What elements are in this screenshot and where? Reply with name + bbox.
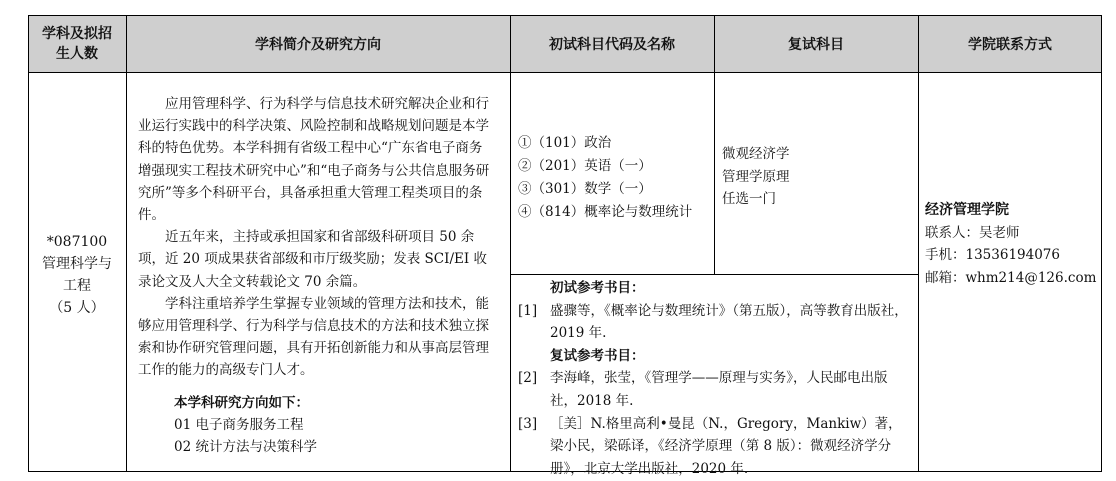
reference-item: [518, 300, 912, 345]
exam-subject-item: ①（101）政治: [518, 135, 612, 151]
exam-subject-item: ④（814）概率论与数理统计: [518, 204, 693, 220]
discipline-code: *087100: [46, 234, 108, 250]
discipline-name-line1: 管理科学与: [42, 256, 112, 272]
header-discipline-quota: [28, 15, 126, 72]
exam-subjects-cell: [518, 132, 714, 224]
reference-text: 李海峰，张莹，《管理学——原理与实务》，人民邮电出版社，2018 年.: [550, 370, 888, 409]
header-intro-text: 学科简介及研究方向: [255, 36, 381, 53]
admissions-table: [28, 15, 1102, 477]
references-cell: [518, 277, 912, 480]
header-exam-subjects: [510, 15, 714, 72]
reference-item: [518, 413, 912, 481]
intro-paragraph-2: 近五年来，主持或承担国家和省部级科研项目 50 余项，近 20 项成果获省部级和市厅级奖励；发表 SCI/EI 收录论文及人大全文转载论文 70 余篇。: [138, 229, 487, 290]
exam-subject-item: ②（201）英语（一）: [518, 158, 652, 174]
col-divider-2: [510, 15, 511, 472]
intro-paragraph-1: 应用管理科学、行为科学与信息技术研究解决企业和行业运行实践中的科学决策、风险控制和战略规划问题是本学科的特色优势。本学科拥有省级工程中心“广东省电子商务增强现实工程技术研究中心”和“电子商务与公共信息服务研究所”等多个科研平台，具备承担重大管理工程类项目的条件。: [138, 96, 490, 224]
retest-references-title: 复试参考书目：: [550, 347, 645, 364]
discipline-quota: （5 人）: [49, 300, 105, 316]
reference-number: [1]: [518, 302, 538, 319]
header-retest-subjects-text: 复试科目: [788, 36, 844, 53]
header-discipline-quota-text: 学科及拟招生人数: [42, 25, 112, 62]
reference-number: [2]: [518, 370, 538, 387]
col-divider-1: [126, 15, 127, 472]
contact-email: 邮箱：whm214@126.com: [925, 269, 1097, 286]
discipline-name-line2: 工程: [63, 278, 91, 294]
header-bottom-border: [28, 72, 1102, 73]
subjects-divider: [510, 274, 918, 275]
discipline-cell: [28, 231, 126, 319]
header-exam-subjects-text: 初试科目代码及名称: [549, 36, 675, 53]
reference-text: ［美］N.格里高利•曼昆（N.，Gregory，Mankiw）著，梁小民，梁砾译，《经济学原理（第 8 版）：微观经济学分册》，北京大学出版社，2020 年.: [550, 415, 902, 477]
direction-item-2: 02 统计方法与决策科学: [174, 439, 317, 456]
intro-paragraph-3: 学科注重培养学生掌握专业领域的管理方法和技术，能够应用管理科学、行为科学与信息技术的方法和技术独立探索和协作研究管理问题，具有开拓创新能力和从事高层管理工作的能力的高级专门人才。: [138, 295, 489, 379]
retest-subject-item: 微观经济学: [722, 146, 790, 162]
col-divider-4: [918, 15, 919, 472]
intro-cell: [138, 93, 494, 458]
initial-references-title: 初试参考书目：: [550, 280, 645, 296]
contact-cell: [925, 199, 1101, 289]
contact-person: 联系人：吴老师: [925, 224, 1020, 241]
contact-phone: 手机：13536194076: [925, 247, 1060, 263]
retest-subject-item: 任选一门: [722, 191, 776, 207]
header-intro: [126, 15, 510, 72]
exam-subject-item: ③（301）数学（一）: [518, 181, 652, 197]
contact-school: 经济管理学院: [925, 202, 1009, 218]
table-top-border: [28, 15, 1102, 16]
directions-title: 本学科研究方向如下：: [174, 394, 309, 411]
header-contact: [918, 15, 1102, 72]
header-retest-subjects: [714, 15, 918, 72]
direction-item-1: 01 电子商务服务工程: [174, 416, 304, 433]
retest-subject-item: 管理学原理: [722, 168, 790, 185]
reference-text: 盛骤等，《概率论与数理统计》（第五版），高等教育出版社，2019 年.: [550, 302, 908, 342]
reference-number: [3]: [518, 415, 538, 432]
table-right-border: [1101, 15, 1102, 472]
retest-subjects-cell: [722, 143, 912, 211]
col-divider-3b: [714, 73, 715, 274]
reference-item: [518, 367, 912, 412]
header-contact-text: 学院联系方式: [968, 36, 1052, 53]
